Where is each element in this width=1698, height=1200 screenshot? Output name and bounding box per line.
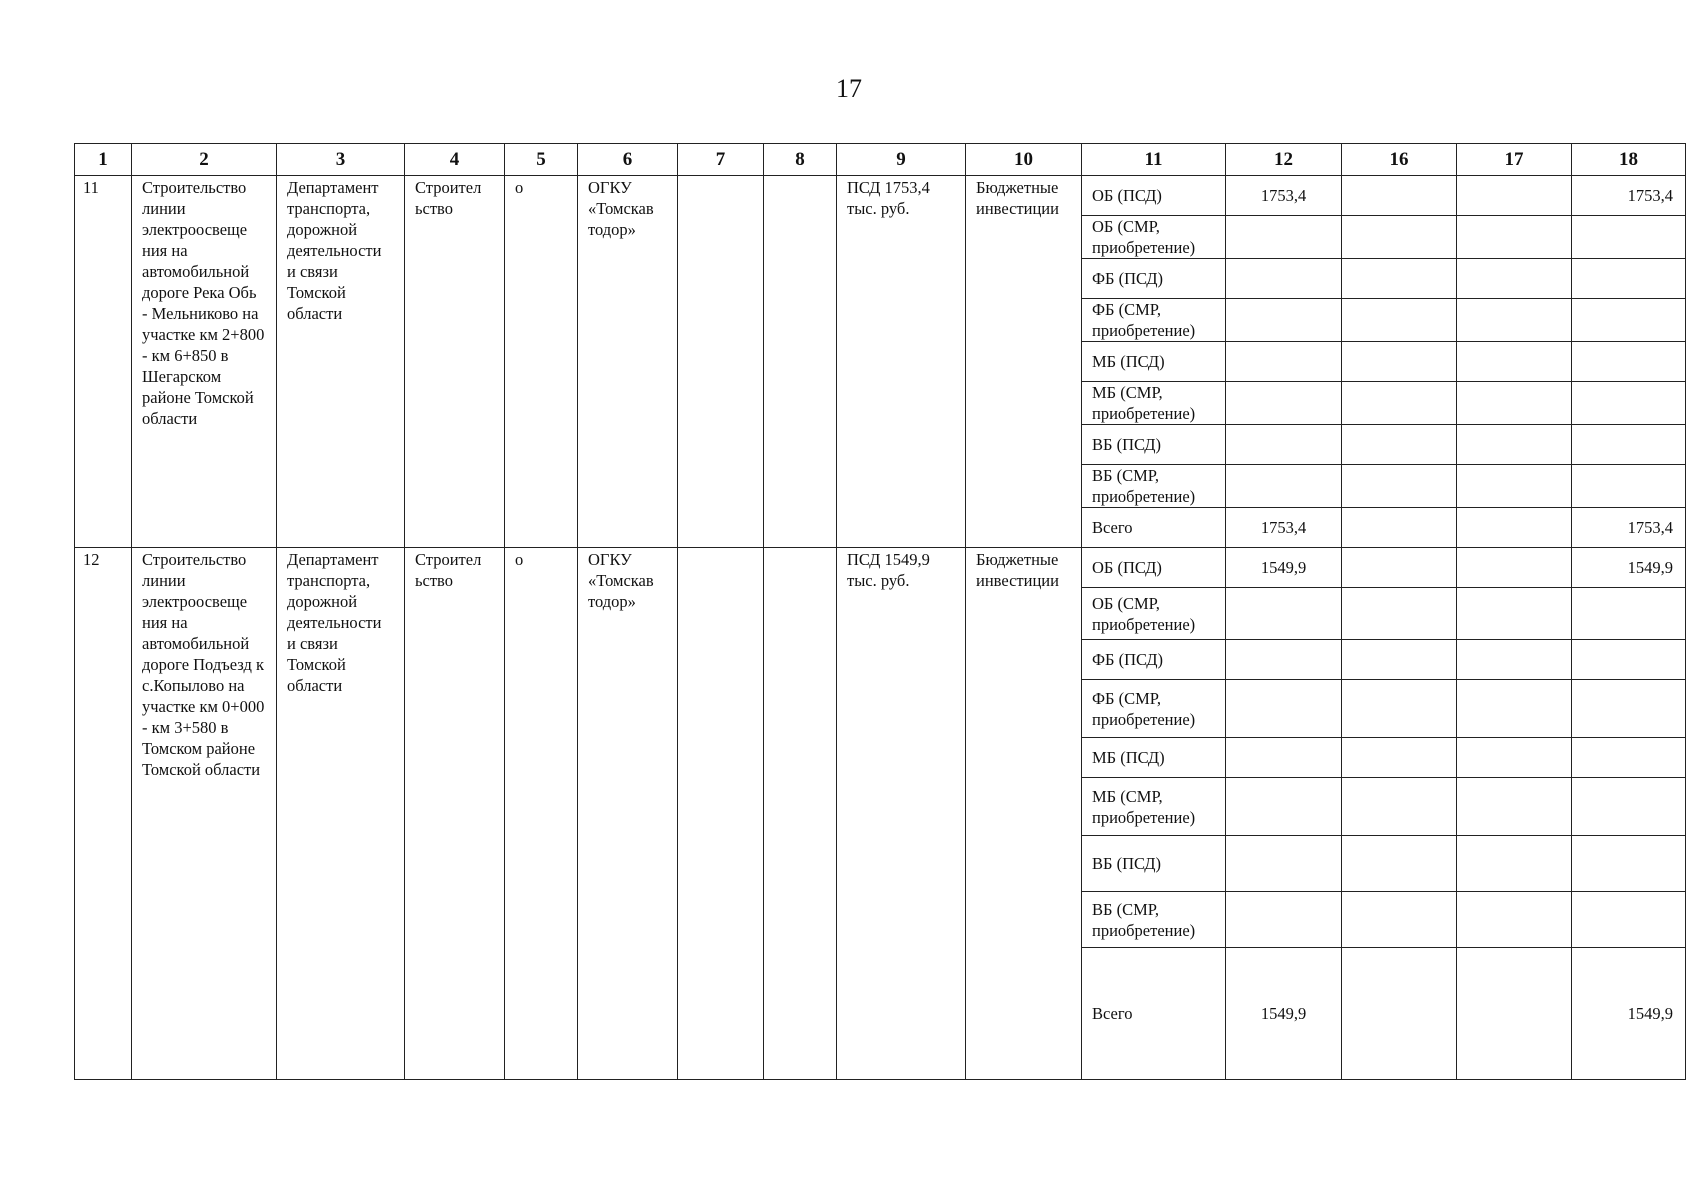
table-row xyxy=(75,176,1686,216)
header-cell: 6 xyxy=(578,144,678,176)
column-7-value xyxy=(678,176,763,177)
page-number: 17 xyxy=(836,74,862,103)
funding-source: ФБ (СМР, приобретение) xyxy=(1082,299,1226,342)
amount-col-18 xyxy=(1572,259,1686,299)
project-name-cell xyxy=(132,176,277,548)
amount-col-18: 1753,4 xyxy=(1572,508,1686,548)
funding-source: ВБ (СМР, приобретение) xyxy=(1082,465,1226,508)
amount-col-18 xyxy=(1572,892,1686,948)
project-number-cell xyxy=(75,548,132,1080)
amount-col-12 xyxy=(1226,259,1342,299)
amount-col-17 xyxy=(1457,738,1572,778)
column-5-value: о xyxy=(515,550,524,569)
header-cell: 9 xyxy=(837,144,966,176)
header-cell: 7 xyxy=(678,144,764,176)
amount-col-17 xyxy=(1457,342,1572,382)
amount-col-16 xyxy=(1342,738,1457,778)
funding-source: ФБ (ПСД) xyxy=(1082,640,1226,680)
capacity-value: ПСД 1753,4 тыс. руб. xyxy=(847,178,930,218)
amount-col-16 xyxy=(1342,176,1457,216)
amount-col-12 xyxy=(1226,216,1342,259)
amount-col-17 xyxy=(1457,216,1572,259)
capacity-value: ПСД 1549,9 тыс. руб. xyxy=(847,550,930,590)
amount-col-18 xyxy=(1572,216,1686,259)
funding-source: ФБ (ПСД) xyxy=(1082,259,1226,299)
table-row xyxy=(75,548,1686,588)
investment-table xyxy=(74,143,1686,1080)
funding-source: ВБ (СМР, приобретение) xyxy=(1082,892,1226,948)
column-5-value: о xyxy=(515,178,524,197)
amount-col-17 xyxy=(1457,176,1572,216)
amount-col-17 xyxy=(1457,382,1572,425)
amount-col-18 xyxy=(1572,382,1686,425)
amount-col-12: 1549,9 xyxy=(1226,948,1342,1080)
amount-col-17 xyxy=(1457,892,1572,948)
amount-col-12: 1753,4 xyxy=(1226,176,1342,216)
amount-col-16 xyxy=(1342,425,1457,465)
funding-source: ОБ (СМР, приобретение) xyxy=(1082,588,1226,640)
amount-col-16 xyxy=(1342,640,1457,680)
header-cell: 5 xyxy=(505,144,578,176)
amount-col-17 xyxy=(1457,548,1572,588)
amount-col-16 xyxy=(1342,382,1457,425)
construction-type-cell xyxy=(405,176,505,548)
construction-type: Строител ьство xyxy=(415,178,482,218)
amount-col-18 xyxy=(1572,299,1686,342)
amount-col-18 xyxy=(1572,465,1686,508)
amount-col-18 xyxy=(1572,640,1686,680)
header-cell: 3 xyxy=(277,144,405,176)
header-cell: 12 xyxy=(1226,144,1342,176)
capacity-value-cell xyxy=(837,176,966,548)
amount-col-12 xyxy=(1226,588,1342,640)
department-name: Департамент транспорта, дорожной деятельности и связи Томской области xyxy=(287,550,382,695)
construction-type-cell xyxy=(405,548,505,1080)
amount-col-16 xyxy=(1342,216,1457,259)
investment-form: Бюджетные инвестиции xyxy=(976,550,1059,590)
amount-col-12: 1549,9 xyxy=(1226,548,1342,588)
amount-col-12 xyxy=(1226,342,1342,382)
construction-type: Строител ьство xyxy=(415,550,482,590)
funding-source: ВБ (ПСД) xyxy=(1082,836,1226,892)
amount-col-16 xyxy=(1342,259,1457,299)
column-7-value-cell xyxy=(678,548,764,1080)
amount-col-17 xyxy=(1457,588,1572,640)
header-cell: 11 xyxy=(1082,144,1226,176)
customer-name-cell xyxy=(578,176,678,548)
column-5-value-cell xyxy=(505,548,578,1080)
amount-col-18: 1753,4 xyxy=(1572,176,1686,216)
amount-col-18 xyxy=(1572,588,1686,640)
column-8-value xyxy=(764,548,836,549)
amount-col-18: 1549,9 xyxy=(1572,548,1686,588)
header-cell: 18 xyxy=(1572,144,1686,176)
amount-col-12 xyxy=(1226,778,1342,836)
amount-col-16 xyxy=(1342,680,1457,738)
funding-source: МБ (ПСД) xyxy=(1082,342,1226,382)
amount-col-18: 1549,9 xyxy=(1572,948,1686,1080)
header-cell: 10 xyxy=(966,144,1082,176)
amount-col-12 xyxy=(1226,738,1342,778)
funding-source: ОБ (ПСД) xyxy=(1082,548,1226,588)
amount-col-16 xyxy=(1342,836,1457,892)
amount-col-18 xyxy=(1572,342,1686,382)
funding-source: ОБ (СМР, приобретение) xyxy=(1082,216,1226,259)
amount-col-12 xyxy=(1226,892,1342,948)
column-7-value xyxy=(678,548,763,549)
amount-col-18 xyxy=(1572,425,1686,465)
header-cell: 8 xyxy=(764,144,837,176)
funding-source: Всего xyxy=(1082,508,1226,548)
project-name: Строительство линии электроосвеще ния на автомобильной дороге Подъезд к с.Копылово на участке км 0+000 - км 3+580 в Томском районе Томской области xyxy=(142,550,265,779)
amount-col-17 xyxy=(1457,425,1572,465)
amount-col-12 xyxy=(1226,640,1342,680)
amount-col-18 xyxy=(1572,738,1686,778)
header-cell: 2 xyxy=(132,144,277,176)
header-row xyxy=(75,144,1686,176)
header-cell: 16 xyxy=(1342,144,1457,176)
amount-col-16 xyxy=(1342,548,1457,588)
amount-col-17 xyxy=(1457,508,1572,548)
column-8-value-cell xyxy=(764,176,837,548)
header-cell: 17 xyxy=(1457,144,1572,176)
amount-col-17 xyxy=(1457,680,1572,738)
project-number: 12 xyxy=(83,550,100,569)
amount-col-12 xyxy=(1226,465,1342,508)
amount-col-12 xyxy=(1226,836,1342,892)
customer-name-cell xyxy=(578,548,678,1080)
funding-source: МБ (СМР, приобретение) xyxy=(1082,778,1226,836)
amount-col-17 xyxy=(1457,299,1572,342)
department-name: Департамент транспорта, дорожной деятельности и связи Томской области xyxy=(287,178,382,323)
column-5-value-cell xyxy=(505,176,578,548)
header-cell: 4 xyxy=(405,144,505,176)
amount-col-18 xyxy=(1572,836,1686,892)
amount-col-12: 1753,4 xyxy=(1226,508,1342,548)
column-7-value-cell xyxy=(678,176,764,548)
amount-col-17 xyxy=(1457,836,1572,892)
project-name-cell xyxy=(132,548,277,1080)
amount-col-16 xyxy=(1342,342,1457,382)
amount-col-17 xyxy=(1457,259,1572,299)
customer-name: ОГКУ «Томскав тодор» xyxy=(588,178,654,239)
amount-col-18 xyxy=(1572,680,1686,738)
amount-col-17 xyxy=(1457,640,1572,680)
amount-col-17 xyxy=(1457,948,1572,1080)
investment-form-cell xyxy=(966,548,1082,1080)
capacity-value-cell xyxy=(837,548,966,1080)
column-8-value xyxy=(764,176,836,177)
amount-col-17 xyxy=(1457,778,1572,836)
funding-source: Всего xyxy=(1082,948,1226,1080)
amount-col-12 xyxy=(1226,680,1342,738)
amount-col-17 xyxy=(1457,465,1572,508)
project-number-cell xyxy=(75,176,132,548)
funding-source: ВБ (ПСД) xyxy=(1082,425,1226,465)
amount-col-16 xyxy=(1342,588,1457,640)
amount-col-16 xyxy=(1342,948,1457,1080)
investment-form: Бюджетные инвестиции xyxy=(976,178,1059,218)
funding-source: ОБ (ПСД) xyxy=(1082,176,1226,216)
investment-form-cell xyxy=(966,176,1082,548)
project-number: 11 xyxy=(83,178,99,197)
funding-source: МБ (ПСД) xyxy=(1082,738,1226,778)
department-name-cell xyxy=(277,176,405,548)
customer-name: ОГКУ «Томскав тодор» xyxy=(588,550,654,611)
amount-col-12 xyxy=(1226,382,1342,425)
amount-col-16 xyxy=(1342,778,1457,836)
header-cell: 1 xyxy=(75,144,132,176)
funding-source: МБ (СМР, приобретение) xyxy=(1082,382,1226,425)
project-name: Строительство линии электроосвеще ния на автомобильной дороге Река Обь - Мельниково на участке км 2+800 - км 6+850 в Шегарском районе Томской области xyxy=(142,178,265,428)
amount-col-18 xyxy=(1572,778,1686,836)
amount-col-16 xyxy=(1342,892,1457,948)
department-name-cell xyxy=(277,548,405,1080)
amount-col-12 xyxy=(1226,299,1342,342)
amount-col-12 xyxy=(1226,425,1342,465)
column-8-value-cell xyxy=(764,548,837,1080)
funding-source: ФБ (СМР, приобретение) xyxy=(1082,680,1226,738)
amount-col-16 xyxy=(1342,508,1457,548)
amount-col-16 xyxy=(1342,465,1457,508)
amount-col-16 xyxy=(1342,299,1457,342)
